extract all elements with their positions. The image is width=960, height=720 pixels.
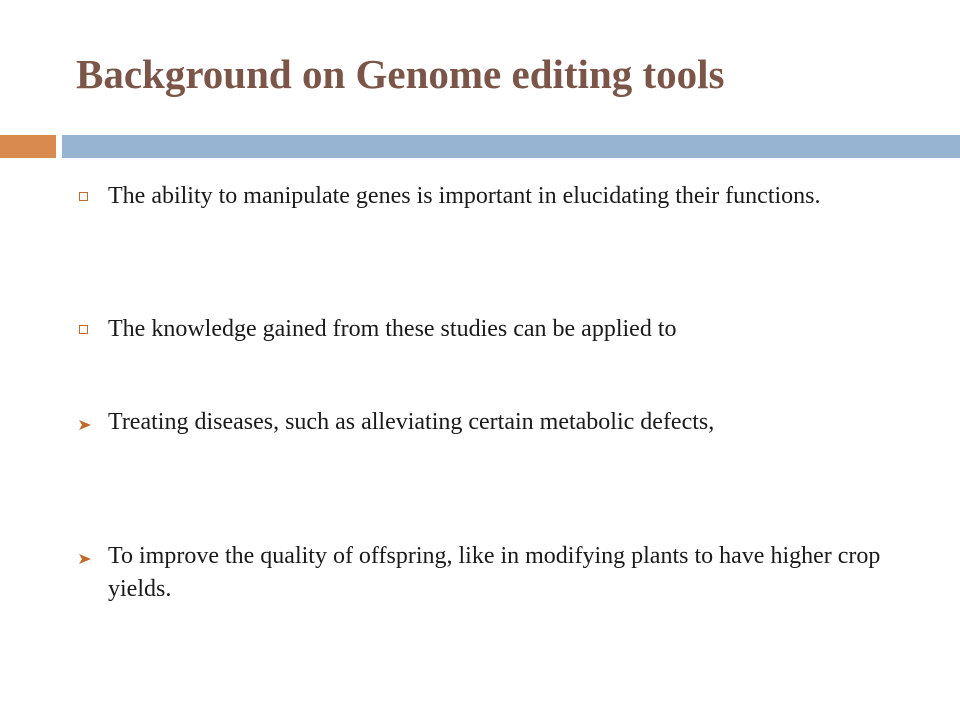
bullet-text: Treating diseases, such as alleviating certain metabolic defects, <box>108 409 715 435</box>
arrow-bullet-icon <box>79 420 91 430</box>
bullet-item <box>76 180 886 216</box>
bullet-text: To improve the quality of offspring, like in modifying plants to have higher crop yields. <box>108 543 881 602</box>
bullet-text: The ability to manipulate genes is important in elucidating their functions. <box>108 183 821 209</box>
bullet-marker <box>76 406 108 442</box>
bullet-item <box>76 313 886 349</box>
square-bullet-icon <box>79 325 88 334</box>
bullet-marker <box>76 180 108 216</box>
title-rule-bar <box>62 135 960 158</box>
arrow-bullet-icon <box>79 554 91 564</box>
bullet-item <box>76 540 886 606</box>
bullet-text: The knowledge gained from these studies can be applied to <box>108 316 677 342</box>
slide-title: Background on Genome editing tools <box>76 51 725 97</box>
bullet-marker <box>76 313 108 349</box>
title-accent-bar <box>0 135 56 158</box>
bullet-marker <box>76 540 108 576</box>
square-bullet-icon <box>79 192 88 201</box>
bullet-item <box>76 406 886 442</box>
